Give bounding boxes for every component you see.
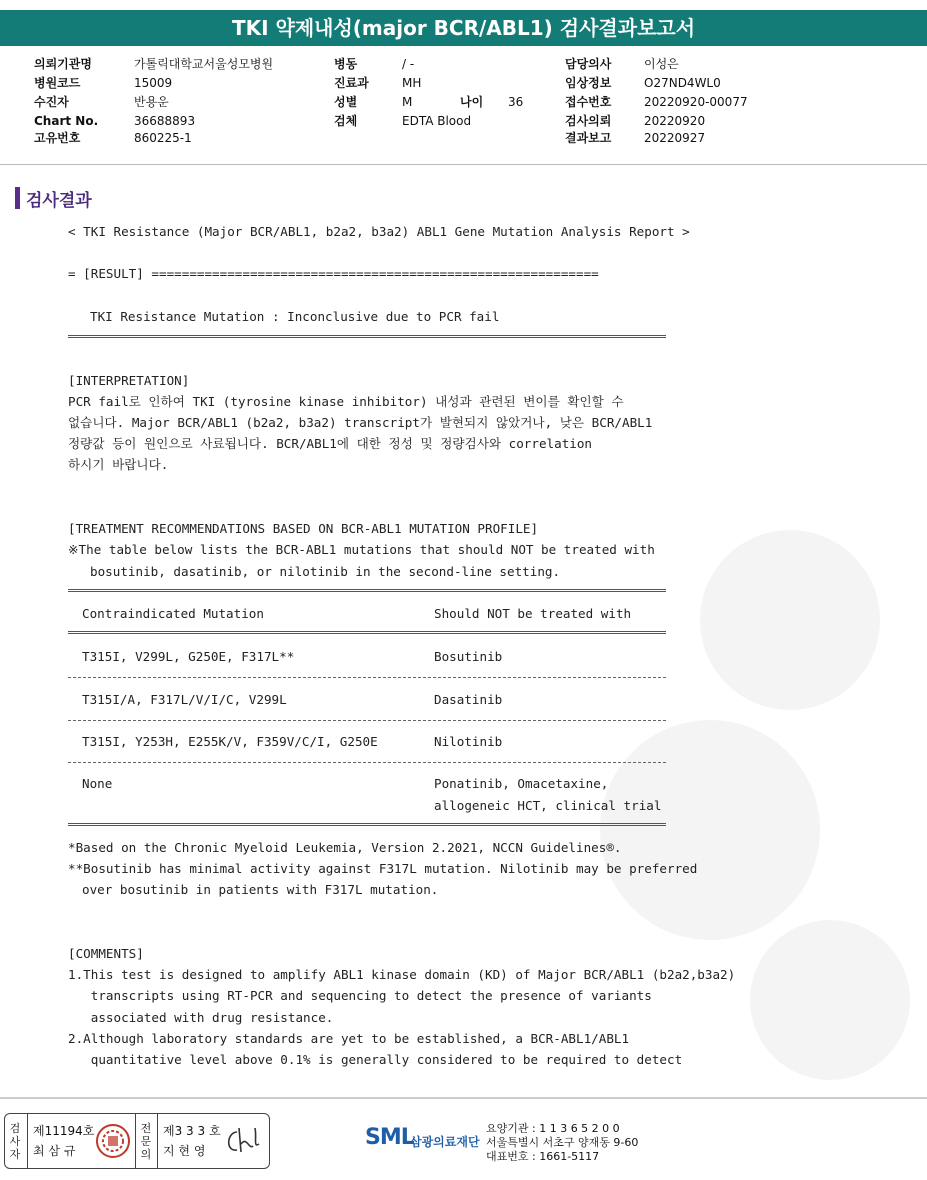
- header-label: 접수번호: [565, 95, 612, 109]
- row-drug: Bosutinib: [434, 649, 503, 664]
- header-row: [334, 74, 523, 93]
- header-row: [565, 74, 748, 93]
- header-label: 수진자: [34, 95, 69, 109]
- age-label: 나이: [460, 95, 484, 109]
- header-label: 검사의뢰: [565, 114, 612, 128]
- comment-line: 2.Although laboratory standards are yet to be established, a BCR-ABL1/ABL1: [68, 1031, 630, 1046]
- report-title: TKI 약제내성(major BCR/ABL1) 검사결과보고서: [0, 10, 927, 46]
- header-row: [34, 55, 273, 74]
- header-label: 검체: [334, 114, 358, 128]
- dashed-rule: [68, 677, 666, 678]
- address-line: 대표번호 : 1661-5117: [486, 1150, 600, 1163]
- header-label: 병동: [334, 57, 358, 71]
- row-mutation: T315I/A, F317L/V/I/C, V299L: [82, 692, 287, 707]
- interpretation-line: 없습니다. Major BCR/ABL1 (b2a2, b3a2) transcript가 발현되지 않았거나, 낮은 BCR/ABL1: [68, 415, 653, 430]
- section-accent-bar: [15, 187, 20, 209]
- header-value: 반용운: [134, 95, 169, 109]
- report-heading: < TKI Resistance (Major BCR/ABL1, b2a2, b3a2) ABL1 Gene Mutation Analysis Report >: [68, 224, 690, 239]
- specialist-license: 제3 3 3 호: [163, 1124, 221, 1138]
- header-row: [34, 93, 273, 112]
- result-line: = [RESULT] ===========================================================: [68, 266, 599, 281]
- header-value: 가톨릭대학교서울성모병원: [134, 57, 274, 71]
- header-row: [565, 55, 748, 74]
- header-label: 진료과: [334, 76, 369, 90]
- header-value: 860225-1: [134, 131, 192, 145]
- section-title: 검사결과: [26, 191, 92, 211]
- header-row: [34, 129, 273, 148]
- double-rule: [68, 823, 666, 826]
- header-value: EDTA Blood: [402, 114, 472, 128]
- double-rule: [68, 589, 666, 592]
- header-row: [565, 129, 748, 148]
- org-name: 삼광의료재단: [410, 1135, 480, 1149]
- table-header-drug: Should NOT be treated with: [434, 606, 632, 621]
- header-label: 결과보고: [565, 131, 612, 145]
- header-value: 20220927: [644, 131, 706, 145]
- examiner-vertical-label: 검사자: [9, 1122, 21, 1161]
- specialist-name: 지 현 영: [163, 1144, 206, 1158]
- treatment-note: bosutinib, dasatinib, or nilotinib in the second-line setting.: [90, 564, 561, 579]
- header-row: [334, 55, 523, 74]
- header-label: 고유번호: [34, 131, 81, 145]
- address-line: 서울특별시 서초구 양재동 9-60: [486, 1136, 639, 1149]
- header-value: 15009: [134, 76, 173, 90]
- row-mutation: T315I, V299L, G250E, F317L**: [82, 649, 295, 664]
- age-value: 36: [508, 95, 524, 109]
- header-label: 임상정보: [565, 76, 612, 90]
- footnote: over bosutinib in patients with F317L mutation.: [82, 882, 439, 897]
- interpretation-line: PCR fail로 인하여 TKI (tyrosine kinase inhibitor) 내성과 관련된 변이를 확인할 수: [68, 394, 624, 409]
- header-value: 이성은: [644, 57, 679, 71]
- header-label: 성별: [334, 95, 358, 109]
- header-label: 병원코드: [34, 76, 81, 90]
- examiner-name: 최 삼 규: [33, 1144, 76, 1158]
- table-header-mutation: Contraindicated Mutation: [82, 606, 264, 621]
- result-text: TKI Resistance Mutation : Inconclusive due to PCR fail: [90, 309, 500, 324]
- org-logo: [365, 1125, 414, 1150]
- seal-icon: [95, 1123, 131, 1159]
- interpretation-line: 정량값 등이 원인으로 사료됩니다. BCR/ABL1에 대한 정성 및 정량검사와 correlation: [68, 436, 593, 451]
- header-value: 36688893: [134, 114, 196, 128]
- footnote: **Bosutinib has minimal activity against F317L mutation. Nilotinib may be preferred: [68, 861, 698, 876]
- header-label: 담당의사: [565, 57, 612, 71]
- row-mutation: T315I, Y253H, E255K/V, F359V/C/I, G250E: [82, 734, 378, 749]
- header-divider: [0, 164, 927, 165]
- header-row: [334, 93, 523, 112]
- signature-icon: [223, 1122, 263, 1158]
- row-drug: Dasatinib: [434, 692, 503, 707]
- dashed-rule: [68, 720, 666, 721]
- header-value: O27ND4WL0: [644, 76, 721, 90]
- row-drug: Ponatinib, Omacetaxine,: [434, 776, 609, 791]
- treatment-note: ※The table below lists the BCR-ABL1 mutations that should NOT be treated with: [68, 542, 655, 557]
- interpretation-line: 하시기 바랍니다.: [68, 457, 169, 472]
- address-line: 요양기관 : 1 1 3 6 5 2 0 0: [486, 1122, 620, 1135]
- logo-text: SML: [365, 1125, 414, 1150]
- header-value: M: [402, 95, 413, 109]
- specialist-vertical-label: 전문의: [140, 1122, 152, 1161]
- header-value: 20220920: [644, 114, 706, 128]
- dashed-rule: [68, 762, 666, 763]
- header-row: [334, 112, 523, 131]
- comment-line: 1.This test is designed to amplify ABL1 kinase domain (KD) of Major BCR/ABL1 (b2a2,b3a2): [68, 967, 736, 982]
- interpretation-title: [INTERPRETATION]: [68, 373, 190, 388]
- treatment-title: [TREATMENT RECOMMENDATIONS BASED ON BCR-ABL1 MUTATION PROFILE]: [68, 521, 539, 536]
- signature-box: [4, 1113, 270, 1169]
- double-rule: [68, 335, 666, 338]
- row-mutation: None: [82, 776, 113, 791]
- header-value: 20220920-00077: [644, 95, 748, 109]
- header-value: MH: [402, 76, 422, 90]
- header-row: [34, 74, 273, 93]
- row-drug: Nilotinib: [434, 734, 503, 749]
- header-value: / -: [402, 57, 415, 71]
- header-label: Chart No.: [34, 114, 99, 128]
- org-address: [486, 1122, 638, 1164]
- row-drug-continued: allogeneic HCT, clinical trial: [434, 798, 662, 813]
- comment-line: quantitative level above 0.1% is generally considered to be required to detect: [68, 1052, 683, 1067]
- footnote: *Based on the Chronic Myeloid Leukemia, Version 2.2021, NCCN Guidelines®.: [68, 840, 622, 855]
- comment-line: associated with drug resistance.: [68, 1010, 334, 1025]
- double-rule: [68, 631, 666, 634]
- examiner-license: 제11194호: [33, 1124, 95, 1138]
- comment-line: transcripts using RT-PCR and sequencing to detect the presence of variants: [68, 988, 652, 1003]
- header-label: 의뢰기관명: [34, 57, 92, 71]
- comments-title: [COMMENTS]: [68, 946, 144, 961]
- header-row: [565, 93, 748, 112]
